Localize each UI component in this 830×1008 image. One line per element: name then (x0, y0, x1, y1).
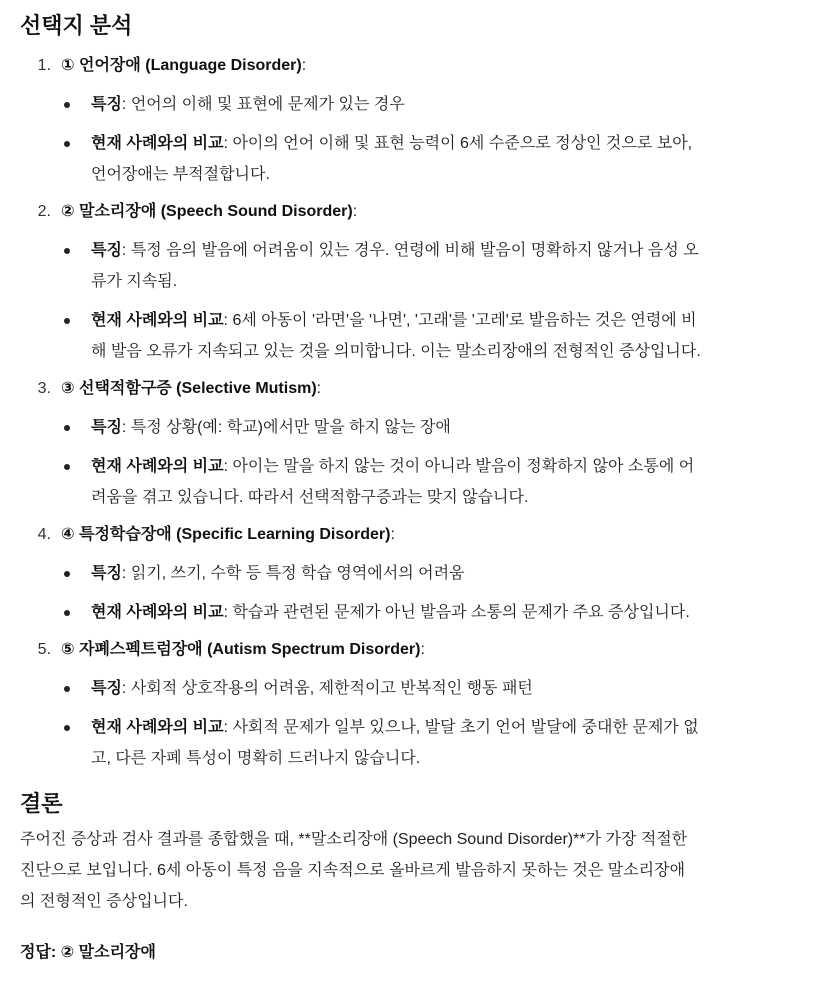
feature-label: 특징 (91, 242, 122, 259)
text-line: 고, 다른 자폐 특성이 명확히 드러나지 않습니다. (91, 750, 421, 767)
option-title: ① 언어장애 (Language Disorder) (61, 57, 302, 74)
conclusion-paragraph (20, 824, 810, 917)
text-line: 학습과 관련된 문제가 아닌 발음과 소통의 문제가 주요 증상입니다. (232, 604, 690, 621)
bullet-icon (64, 464, 70, 470)
compare-label: 현재 사례와의 비교 (91, 312, 224, 329)
text-line: 아이는 말을 하지 않는 것이 아니라 발음이 정확하지 않아 소통에 어 (232, 458, 695, 475)
option-number: 1. (37, 57, 51, 74)
text-line: 사회적 상호작용의 어려움, 제한적이고 반복적인 행동 패턴 (130, 680, 533, 697)
option-title: ③ 선택적함구증 (Selective Mutism) (61, 380, 317, 397)
bullet-icon (64, 686, 70, 692)
compare-label: 현재 사례와의 비교 (91, 135, 224, 152)
option-number: 2. (37, 203, 51, 220)
colon: : (316, 380, 322, 397)
text-line: 류가 지속됨. (91, 273, 178, 290)
feature-label: 특징 (91, 565, 122, 582)
feature-label: 특징 (91, 96, 122, 113)
feature-bullet: 특징: 특정 상황(예: 학교)에서만 말을 하지 않는 장애 (64, 412, 810, 443)
option-number: 3. (37, 380, 51, 397)
bullet-icon (64, 725, 70, 731)
conclusion-line: 진단으로 보입니다. 6세 아동이 특정 음을 지속적으로 올바르게 발음하지 못하는 것은 말소리장애 (20, 862, 686, 879)
feature-bullet: 특징: 특정 음의 발음에 어려움이 있는 경우. 연령에 비해 발음이 명확하지 않거나 음성 오 류가 지속됨. (64, 235, 810, 297)
feature-label: 특징 (91, 419, 122, 436)
feature-bullet: 특징: 읽기, 쓰기, 수학 등 특정 학습 영역에서의 어려움 (64, 558, 810, 589)
conclusion-line: 주어진 증상과 검사 결과를 종합했을 때, **말소리장애 (Speech Sound Disorder)**가 가장 적절한 (20, 831, 688, 848)
option-title: ④ 특정학습장애 (Specific Learning Disorder) (61, 526, 391, 543)
colon: : (352, 203, 358, 220)
option-item (20, 373, 810, 513)
conclusion-line: 의 전형적인 증상입니다. (20, 893, 188, 910)
bullet-icon (64, 318, 70, 324)
compare-bullet: 현재 사례와의 비교: 6세 아동이 '라면'을 '나면', '고래'를 '고레'로 발음하는 것은 연령에 비 해 발음 오류가 지속되고 있는 것을 의미합니다. 이는 말소리장애의 전형적인 증상입니다. (64, 305, 810, 367)
option-title: ⑤ 자폐스펙트럼장애 (Autism Spectrum Disorder) (61, 641, 421, 658)
bullet-icon (64, 102, 70, 108)
option-item (20, 634, 810, 774)
bullet-icon (64, 610, 70, 616)
text-line: 6세 아동이 '라면'을 '나면', '고래'를 '고레'로 발음하는 것은 연령에 비 (232, 312, 697, 329)
colon: : (390, 526, 395, 543)
section-title: 선택지 분석 (20, 13, 133, 38)
compare-bullet: 현재 사례와의 비교: 학습과 관련된 문제가 아닌 발음과 소통의 문제가 주요 증상입니다. (64, 597, 810, 628)
option-item (20, 196, 810, 367)
text-line: 언어장애는 부적절합니다. (91, 166, 270, 183)
text-line: 해 발음 오류가 지속되고 있는 것을 의미합니다. 이는 말소리장애의 전형적인 증상입니다. (91, 343, 701, 360)
colon: : (420, 641, 425, 658)
option-details (20, 558, 810, 628)
compare-label: 현재 사례와의 비교 (91, 458, 224, 475)
option-number: 5. (37, 641, 51, 658)
feature-bullet: 특징: 사회적 상호작용의 어려움, 제한적이고 반복적인 행동 패턴 (64, 673, 810, 704)
option-details (20, 673, 810, 774)
compare-label: 현재 사례와의 비교 (91, 604, 224, 621)
bullet-icon (64, 425, 70, 431)
bullet-icon (64, 248, 70, 254)
text-line: 려움을 겪고 있습니다. 따라서 선택적함구증과는 맞지 않습니다. (91, 489, 529, 506)
option-details (20, 89, 810, 190)
text-line: 언어의 이해 및 표현에 문제가 있는 경우 (130, 96, 405, 113)
text-line: 사회적 문제가 일부 있으나, 발달 초기 언어 발달에 중대한 문제가 없 (232, 719, 699, 736)
colon: : (301, 57, 307, 74)
option-item (20, 519, 810, 628)
option-details (20, 235, 810, 367)
text-line: 특정 음의 발음에 어려움이 있는 경우. 연령에 비해 발음이 명확하지 않거나 음성 오 (130, 242, 699, 259)
option-title: ② 말소리장애 (Speech Sound Disorder) (61, 203, 353, 220)
compare-label: 현재 사례와의 비교 (91, 719, 224, 736)
feature-label: 특징 (91, 680, 122, 697)
compare-bullet: 현재 사례와의 비교: 사회적 문제가 일부 있으나, 발달 초기 언어 발달에 중대한 문제가 없 고, 다른 자폐 특성이 명확히 드러나지 않습니다. (64, 712, 810, 774)
text-line: 읽기, 쓰기, 수학 등 특정 학습 영역에서의 어려움 (130, 565, 465, 582)
bullet-icon (64, 141, 70, 147)
conclusion-title: 결론 (20, 791, 63, 816)
compare-bullet: 현재 사례와의 비교: 아이는 말을 하지 않는 것이 아니라 발음이 정확하지 않아 소통에 어 려움을 겪고 있습니다. 따라서 선택적함구증과는 맞지 않습니다. (64, 451, 810, 513)
option-details (20, 412, 810, 513)
compare-bullet: 현재 사례와의 비교: 아이의 언어 이해 및 표현 능력이 6세 수준으로 정상인 것으로 보아, 언어장애는 부적절합니다. (64, 128, 810, 190)
option-number: 4. (37, 526, 51, 543)
option-item (20, 50, 810, 190)
bullet-icon (64, 571, 70, 577)
text-line: 특정 상황(예: 학교)에서만 말을 하지 않는 장애 (130, 419, 451, 436)
option-list (20, 50, 810, 774)
feature-bullet: 특징: 언어의 이해 및 표현에 문제가 있는 경우 (64, 89, 810, 120)
text-line: 아이의 언어 이해 및 표현 능력이 6세 수준으로 정상인 것으로 보아, (232, 135, 693, 152)
answer: 정답: ② 말소리장애 (20, 944, 156, 961)
